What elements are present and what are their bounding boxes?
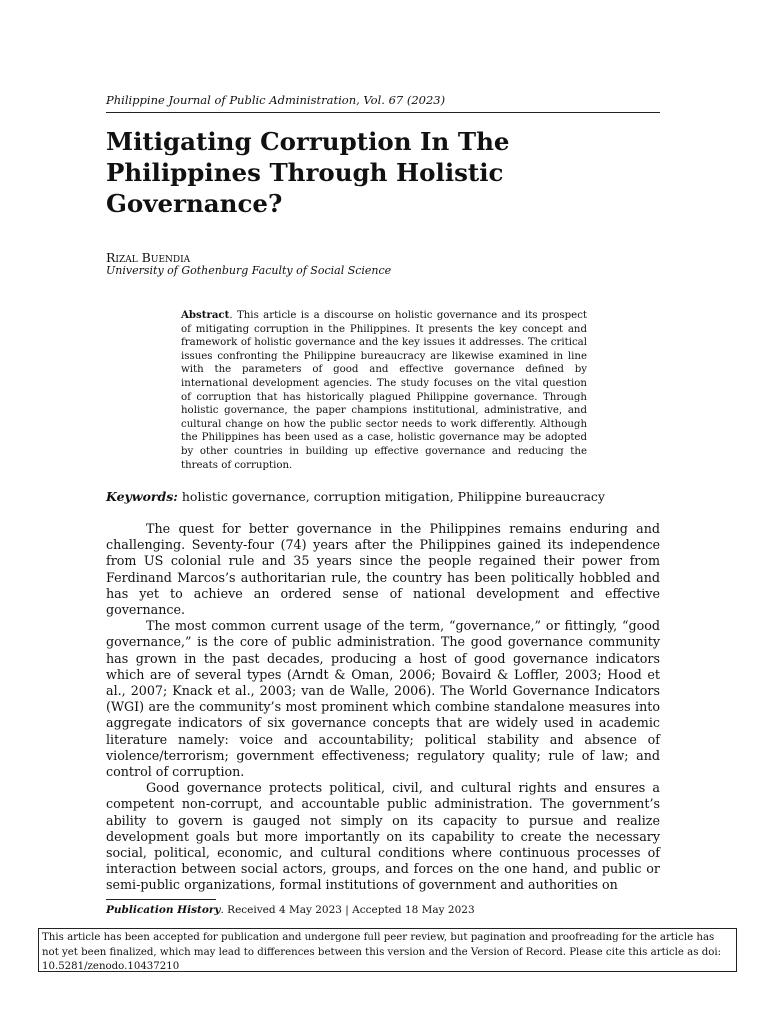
paragraph-3: Good governance protects political, civil, and cultural rights and ensures a competent non-corrupt, and accountable public administration. The government’s ability to govern is gauged not simply on its capacity to pursue and realize development goals but more importantly on its capability to create the necessary social, political, economic, and cultural conditions where continuous processes of interaction between social actors, groups, and forces on the one hand, and public or semi-public organizations, formal institutions of government and authorities on: [106, 780, 660, 893]
paragraph-1: The quest for better governance in the Philippines remains enduring and challenging. Seventy-four (74) years after the Philippines gained its independence from US colonial rule and 35 years since the people regained their power from Ferdinand Marcos’s authoritarian rule, the country has been politically hobbled and has yet to achieve an ordered sense of national development and effective governance.: [106, 521, 660, 618]
body-text: [106, 521, 660, 894]
keywords-label: Keywords:: [106, 489, 178, 504]
keywords-block: [106, 489, 666, 504]
keywords-text: holistic governance, corruption mitigation, Philippine bureaucracy: [177, 489, 605, 504]
abstract-block: [181, 309, 587, 472]
publication-history-label: Publication History: [106, 904, 221, 916]
abstract-label: Abstract: [181, 309, 230, 321]
paragraph-2: The most common current usage of the term, “governance,” or fittingly, “good governance,” is the core of public administration. The good governance community has grown in the past decades, producing a host of good governance indicators which are of several types (Arndt & Oman, 2006; Bovaird & Loffler, 2003; Hood et al., 2007; Knack et al., 2003; van de Walle, 2006). The World Governance Indicators (WGI) are the community’s most prominent which combine standalone measures into aggregate indicators of six governance concepts that are widely used in academic literature namely: voice and accountability; political stability and absence of violence/terrorism; government effectiveness; regulatory quality; rule of law; and control of corruption.: [106, 618, 660, 780]
journal-header: Philippine Journal of Public Administration, Vol. 67 (2023): [106, 93, 660, 113]
abstract-text: . This article is a discourse on holistic governance and its prospect of mitigating corruption in the Philippines. It presents the key concept and framework of holistic governance and the key issues it addresses. The critical issues confronting the Philippine bureaucracy are likewise examined in line with the parameters of good and effective governance defined by international development agencies. The study focuses on the vital question of corruption that has historically plagued Philippine governance. Through holistic governance, the paper champions institutional, administrative, and cultural change on how the public sector needs to work differently. Although the Philippines has been used as a case, holistic governance may be adopted by other countries in building up effective governance and reducing the threats of corruption.: [181, 310, 587, 471]
accepted-manuscript-notice: This article has been accepted for publication and undergone full peer review, but pagination and proofreading for the article has not yet been finalized, which may lead to differences between this version and the Version of Record. Please cite this article as doi: 10.5281/zenodo.10437210: [38, 928, 737, 972]
footnote-divider: [106, 899, 216, 900]
article-title: Mitigating Corruption In The Philippines Through Holistic Governance?: [106, 127, 510, 218]
author-affiliation: University of Gothenburg Faculty of Social Science: [106, 264, 392, 277]
publication-history: [106, 904, 475, 916]
publication-history-text: . Received 4 May 2023 | Accepted 18 May 2023: [220, 904, 475, 916]
author-name: Rizal Buendia: [106, 250, 191, 265]
